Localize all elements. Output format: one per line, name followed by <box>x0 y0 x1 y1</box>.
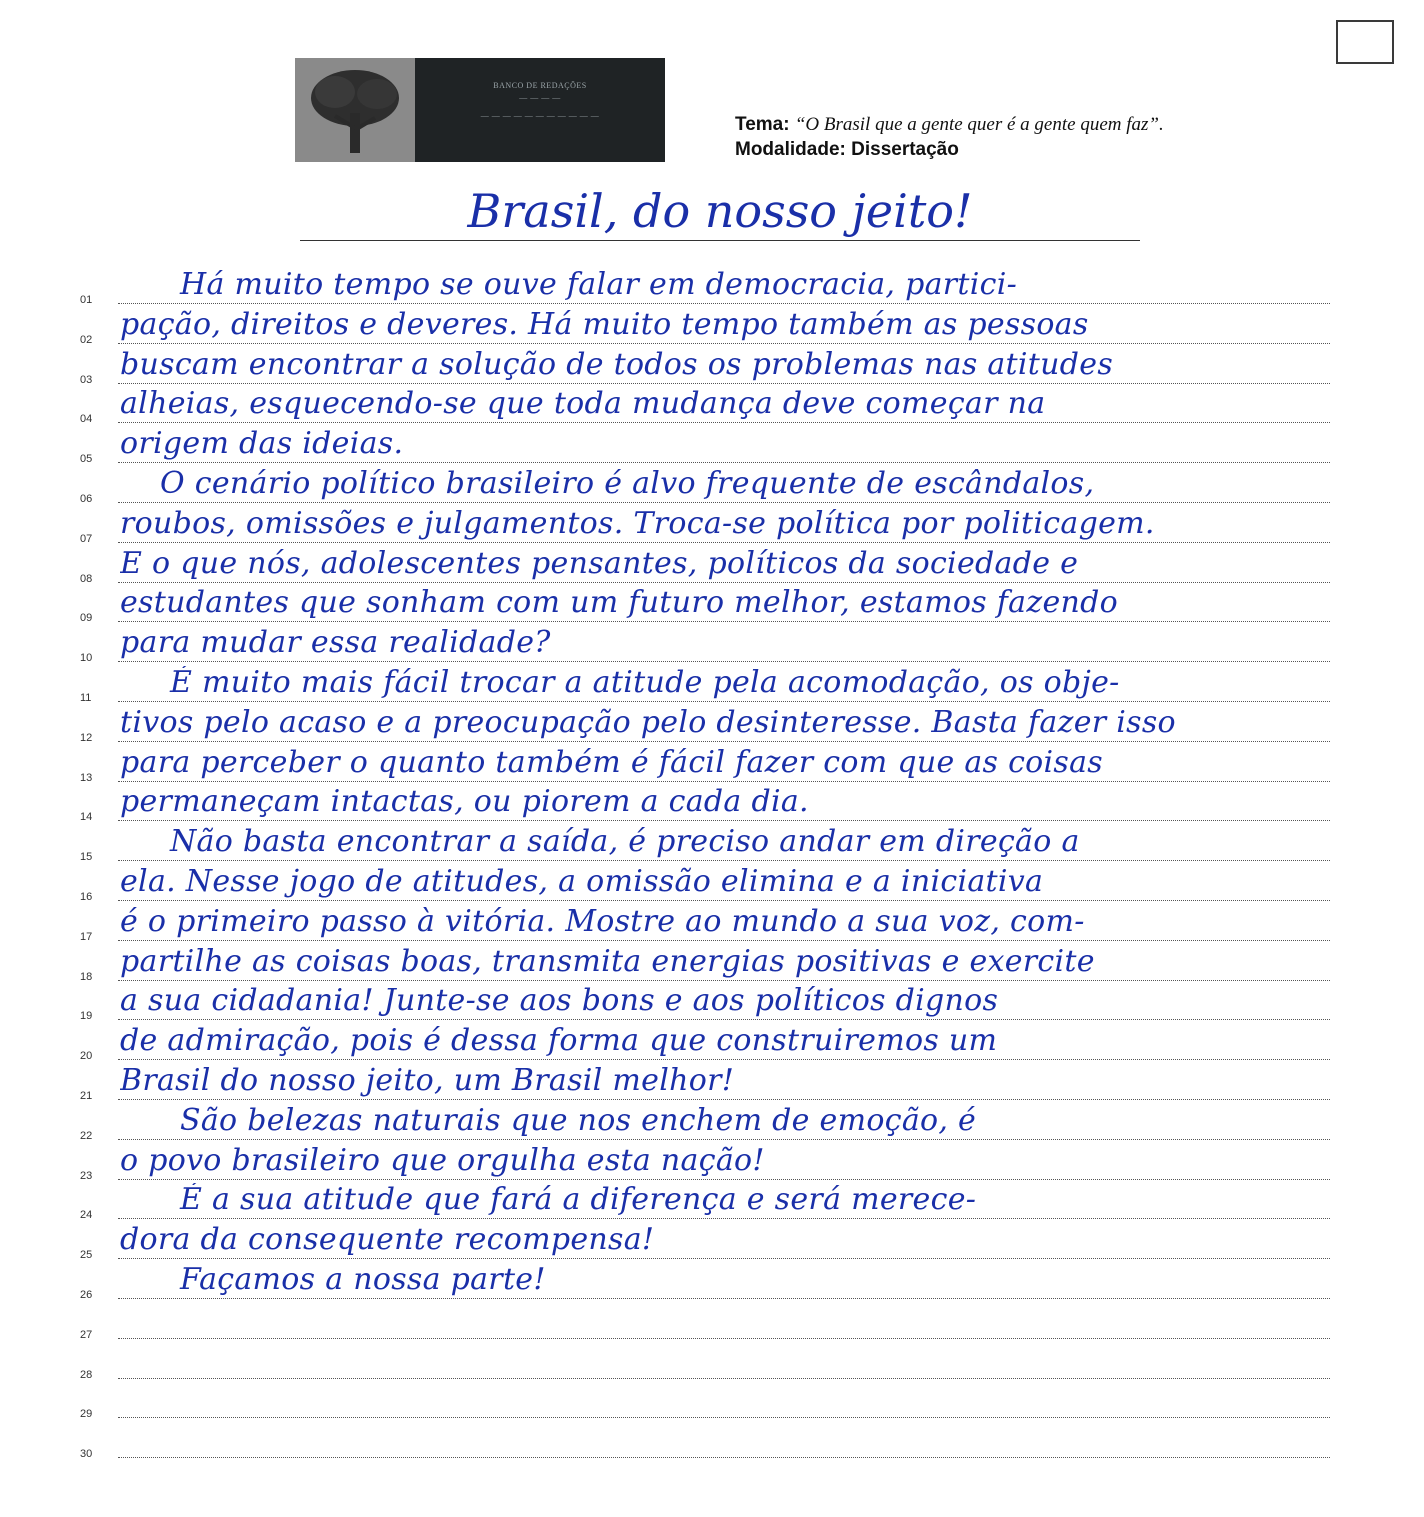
line-text: permaneçam intactas, ou piorem a cada dia. <box>120 785 809 820</box>
line-text: tivos pelo acaso e a preocupação pelo desinteresse. Basta fazer isso <box>120 705 1176 740</box>
line-rule <box>118 1218 1330 1219</box>
line-text: É a sua atitude que fará a diferença e será merece- <box>180 1183 977 1218</box>
line-rule <box>118 1338 1330 1339</box>
line-number: 18 <box>80 970 93 983</box>
line-text: Não basta encontrar a saída, é preciso andar em direção a <box>170 825 1080 860</box>
line-number: 20 <box>80 1050 93 1063</box>
tema-row <box>735 112 1164 137</box>
line-text: partilhe as coisas boas, transmita energias positivas e exercite <box>120 944 1095 979</box>
modalidade-value: Dissertação <box>851 139 959 160</box>
essay-line <box>80 1104 1340 1144</box>
line-number: 08 <box>80 572 93 585</box>
line-number: 28 <box>80 1368 93 1381</box>
line-text: pação, direitos e deveres. Há muito tempo também as pessoas <box>120 307 1089 342</box>
line-number: 24 <box>80 1209 93 1222</box>
line-rule <box>118 860 1330 861</box>
line-text: dora da consequente recompensa! <box>120 1223 655 1258</box>
line-rule <box>118 383 1330 384</box>
essay-line <box>80 1064 1340 1104</box>
line-rule <box>118 1059 1330 1060</box>
line-rule <box>118 1378 1330 1379</box>
line-number: 21 <box>80 1090 93 1102</box>
line-number: 04 <box>80 413 93 426</box>
essay-line <box>80 308 1340 348</box>
essay-line <box>80 467 1340 507</box>
line-rule <box>118 980 1330 981</box>
line-rule <box>118 940 1330 941</box>
line-rule <box>118 1179 1330 1180</box>
essay-line <box>80 507 1340 547</box>
line-number: 06 <box>80 493 93 505</box>
essay-line <box>80 1183 1340 1223</box>
line-rule <box>118 741 1330 742</box>
logo-banner <box>295 58 665 162</box>
line-text: a sua cidadania! Junte-se aos bons e aos políticos dignos <box>120 984 999 1019</box>
line-text: roubos, omissões e julgamentos. Troca-se política por politicagem. <box>120 506 1155 541</box>
line-text: para perceber o quanto também é fácil fazer com que as coisas <box>120 745 1104 780</box>
line-number: 23 <box>80 1169 93 1182</box>
essay-line <box>80 1343 1340 1383</box>
line-number: 12 <box>80 731 93 744</box>
line-number: 15 <box>80 851 93 864</box>
line-number: 09 <box>80 612 93 625</box>
essay-line <box>80 1382 1340 1422</box>
line-rule <box>118 1298 1330 1299</box>
line-number: 27 <box>80 1328 93 1341</box>
line-number: 07 <box>80 532 93 545</box>
line-text: de admiração, pois é dessa forma que construiremos um <box>120 1024 998 1059</box>
line-rule <box>118 343 1330 344</box>
line-rule <box>118 1457 1330 1458</box>
line-rule <box>118 1019 1330 1020</box>
essay-line <box>80 666 1340 706</box>
modalidade-label: Modalidade: <box>735 139 846 160</box>
line-rule <box>118 1258 1330 1259</box>
header-info <box>735 112 1164 162</box>
essay-line <box>80 905 1340 945</box>
line-number: 19 <box>80 1010 93 1023</box>
tree-logo-icon <box>295 58 415 162</box>
logo-text <box>423 80 657 122</box>
line-rule <box>118 701 1330 702</box>
line-rule <box>118 1417 1330 1418</box>
essay-line <box>80 746 1340 786</box>
line-rule <box>118 542 1330 543</box>
line-text: ela. Nesse jogo de atitudes, a omissão elimina e a iniciativa <box>120 865 1044 899</box>
line-number: 26 <box>80 1289 93 1301</box>
line-text: E o que nós, adolescentes pensantes, políticos da sociedade e <box>120 546 1079 581</box>
line-text: Façamos a nossa parte! <box>180 1263 546 1297</box>
line-rule <box>118 900 1330 901</box>
line-text: para mudar essa realidade? <box>120 626 551 661</box>
line-rule <box>118 303 1330 304</box>
line-rule <box>118 422 1330 423</box>
essay-title: Brasil, do nosso jeito! <box>467 184 973 238</box>
logo-line-2: — — — — <box>519 93 561 102</box>
logo-line-1: BANCO DE REDAÇÕES <box>493 81 587 90</box>
essay-line <box>80 706 1340 746</box>
line-rule <box>118 661 1330 662</box>
line-text: origem das ideias. <box>120 427 404 462</box>
essay-line <box>80 945 1340 985</box>
title-row <box>300 180 1140 241</box>
essay-line <box>80 1263 1340 1303</box>
essay-line <box>80 1024 1340 1064</box>
line-text: É muito mais fácil trocar a atitude pela acomodação, os obje- <box>170 666 1120 700</box>
essay-line <box>80 865 1340 905</box>
essay-line <box>80 1223 1340 1263</box>
line-number: 16 <box>80 891 93 903</box>
line-text: é o primeiro passo à vitória. Mostre ao mundo a sua voz, com- <box>120 904 1085 939</box>
line-number: 02 <box>80 333 93 346</box>
line-text: estudantes que sonham com um futuro melhor, estamos fazendo <box>120 586 1119 621</box>
essay-line <box>80 348 1340 388</box>
line-rule <box>118 820 1330 821</box>
line-number: 29 <box>80 1408 93 1421</box>
line-number: 30 <box>80 1448 93 1461</box>
essay-line <box>80 427 1340 467</box>
line-text: Há muito tempo se ouve falar em democracia, partici- <box>180 268 1018 302</box>
line-text: alheias, esquecendo-se que toda mudança deve começar na <box>120 387 1046 422</box>
line-number: 03 <box>80 373 93 386</box>
essay-line <box>80 1422 1340 1462</box>
tema-label: Tema: <box>735 114 790 135</box>
line-rule <box>118 781 1330 782</box>
line-rule <box>118 502 1330 503</box>
line-number: 10 <box>80 652 93 665</box>
essay-line <box>80 626 1340 666</box>
logo-line-3: — — — — — — — — — — — <box>480 111 600 120</box>
essay-line <box>80 984 1340 1024</box>
tema-value: “O Brasil que a gente quer é a gente quem faz”. <box>794 114 1164 135</box>
essay-line <box>80 387 1340 427</box>
essay-line <box>80 785 1340 825</box>
modalidade-row <box>735 137 1164 162</box>
line-number: 05 <box>80 453 93 466</box>
line-text: o povo brasileiro que orgulha esta nação! <box>120 1143 765 1178</box>
line-text: São belezas naturais que nos enchem de emoção, é <box>180 1103 977 1138</box>
line-number: 22 <box>80 1129 93 1142</box>
score-box <box>1336 20 1394 64</box>
line-text: buscam encontrar a solução de todos os problemas nas atitudes <box>120 347 1114 382</box>
line-rule <box>118 1139 1330 1140</box>
essay-line <box>80 586 1340 626</box>
line-number: 01 <box>80 294 93 306</box>
line-number: 13 <box>80 771 93 784</box>
line-rule <box>118 1099 1330 1100</box>
essay-line <box>80 825 1340 865</box>
line-rule <box>118 462 1330 463</box>
essay-line <box>80 1144 1340 1184</box>
essay-line <box>80 1303 1340 1343</box>
line-rule <box>118 582 1330 583</box>
line-rule <box>118 621 1330 622</box>
line-text: Brasil do nosso jeito, um Brasil melhor! <box>120 1064 735 1098</box>
line-number: 14 <box>80 811 93 824</box>
line-number: 17 <box>80 930 93 943</box>
essay-line <box>80 547 1340 587</box>
essay-line <box>80 268 1340 308</box>
line-text: O cenário político brasileiro é alvo frequente de escândalos, <box>160 467 1095 501</box>
line-number: 11 <box>80 692 92 704</box>
line-number: 25 <box>80 1249 93 1262</box>
